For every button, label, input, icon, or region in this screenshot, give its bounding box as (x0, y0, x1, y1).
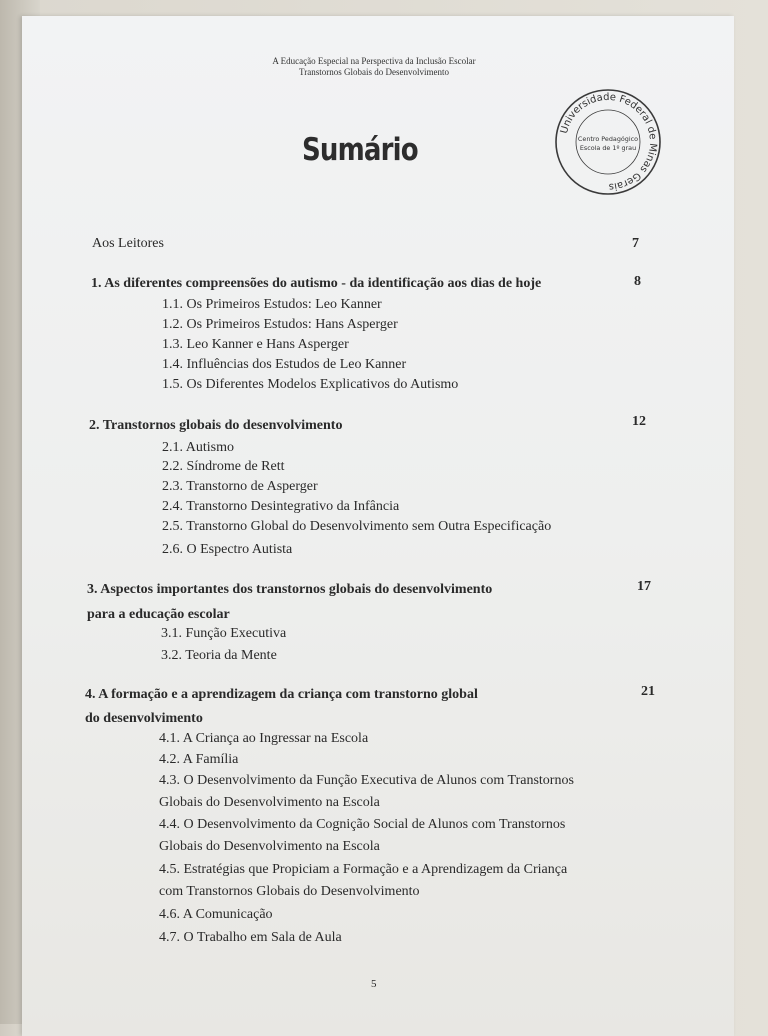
toc-subentry-4-6: 4.6. A Comunicação (159, 907, 273, 922)
running-header-line1: A Educação Especial na Perspectiva da Inclusão Escolar (272, 56, 476, 66)
page-number: 5 (371, 978, 377, 990)
university-stamp (552, 86, 664, 198)
toc-subentry-1-3: 1.3. Leo Kanner e Hans Asperger (162, 337, 349, 352)
toc-subentry-3-2: 3.2. Teoria da Mente (161, 648, 277, 663)
toc-subentry-1-5: 1.5. Os Diferentes Modelos Explicativos do Autismo (162, 377, 459, 392)
toc-subentry-2-3: 2.3. Transtorno de Asperger (162, 479, 318, 494)
toc-subentry-2-4: 2.4. Transtorno Desintegrativo da Infância (162, 499, 400, 514)
toc-subentry-4-4: 4.4. O Desenvolvimento da Cognição Social de Alunos com Transtornos (159, 817, 566, 832)
toc-page-section-2: 12 (632, 414, 646, 429)
toc-section-4-title-line2: do desenvolvimento (85, 711, 203, 726)
toc-subentry-1-4: 1.4. Influências dos Estudos de Leo Kanner (162, 357, 407, 372)
toc-section-1-title: 1. As diferentes compreensões do autismo - da identificação aos dias de hoje (91, 276, 542, 291)
toc-subentry-2-1: 2.1. Autismo (162, 440, 234, 455)
page-title: Sumário (302, 132, 418, 168)
toc-section-4-title-line1: 4. A formação e a aprendizagem da criança com transtorno global (85, 687, 478, 702)
stamp-line2: Escola de 1º grau (579, 144, 637, 152)
toc-page-section-4: 21 (641, 684, 655, 699)
document-page (22, 16, 734, 1036)
toc-subentry-2-5: 2.5. Transtorno Global do Desenvolvimento sem Outra Especificação (162, 519, 552, 534)
toc-subentry-4-7: 4.7. O Trabalho em Sala de Aula (159, 930, 342, 945)
toc-subentry-1-1: 1.1. Os Primeiros Estudos: Leo Kanner (162, 297, 382, 312)
toc-subentry-4-2: 4.2. A Família (159, 752, 239, 767)
toc-entry-aos-leitores: Aos Leitores (92, 236, 164, 251)
toc-page-section-1: 8 (634, 274, 641, 289)
toc-section-3-title-line2: para a educação escolar (87, 607, 230, 622)
running-header-line2: Transtornos Globais do Desenvolvimento (299, 67, 449, 77)
toc-subentry-3-1: 3.1. Função Executiva (161, 626, 287, 641)
toc-page-aos-leitores: 7 (632, 236, 639, 251)
toc-subentry-4-5-cont: com Transtornos Globais do Desenvolvimento (159, 884, 420, 899)
toc-subentry-4-3-cont: Globais do Desenvolvimento na Escola (159, 795, 380, 810)
toc-subentry-4-5: 4.5. Estratégias que Propiciam a Formação e a Aprendizagem da Criança (159, 862, 568, 877)
toc-subentry-1-2: 1.2. Os Primeiros Estudos: Hans Asperger (162, 317, 398, 332)
toc-subentry-4-1: 4.1. A Criança ao Ingressar na Escola (159, 731, 369, 746)
toc-section-2-title: 2. Transtornos globais do desenvolvimento (89, 418, 343, 433)
toc-section-3-title-line1: 3. Aspectos importantes dos transtornos globais do desenvolvimento (87, 582, 493, 597)
toc-subentry-4-4-cont: Globais do Desenvolvimento na Escola (159, 839, 380, 854)
stamp-line1: Centro Pedagógico (577, 135, 639, 143)
toc-subentry-2-6: 2.6. O Espectro Autista (162, 542, 293, 557)
toc-subentry-2-2: 2.2. Síndrome de Rett (162, 459, 285, 474)
toc-subentry-4-3: 4.3. O Desenvolvimento da Função Executiva de Alunos com Transtornos (159, 773, 574, 788)
toc-page-section-3: 17 (637, 579, 651, 594)
stamp-ring-text: Universidade Federal de Minas Gerais (558, 91, 659, 193)
